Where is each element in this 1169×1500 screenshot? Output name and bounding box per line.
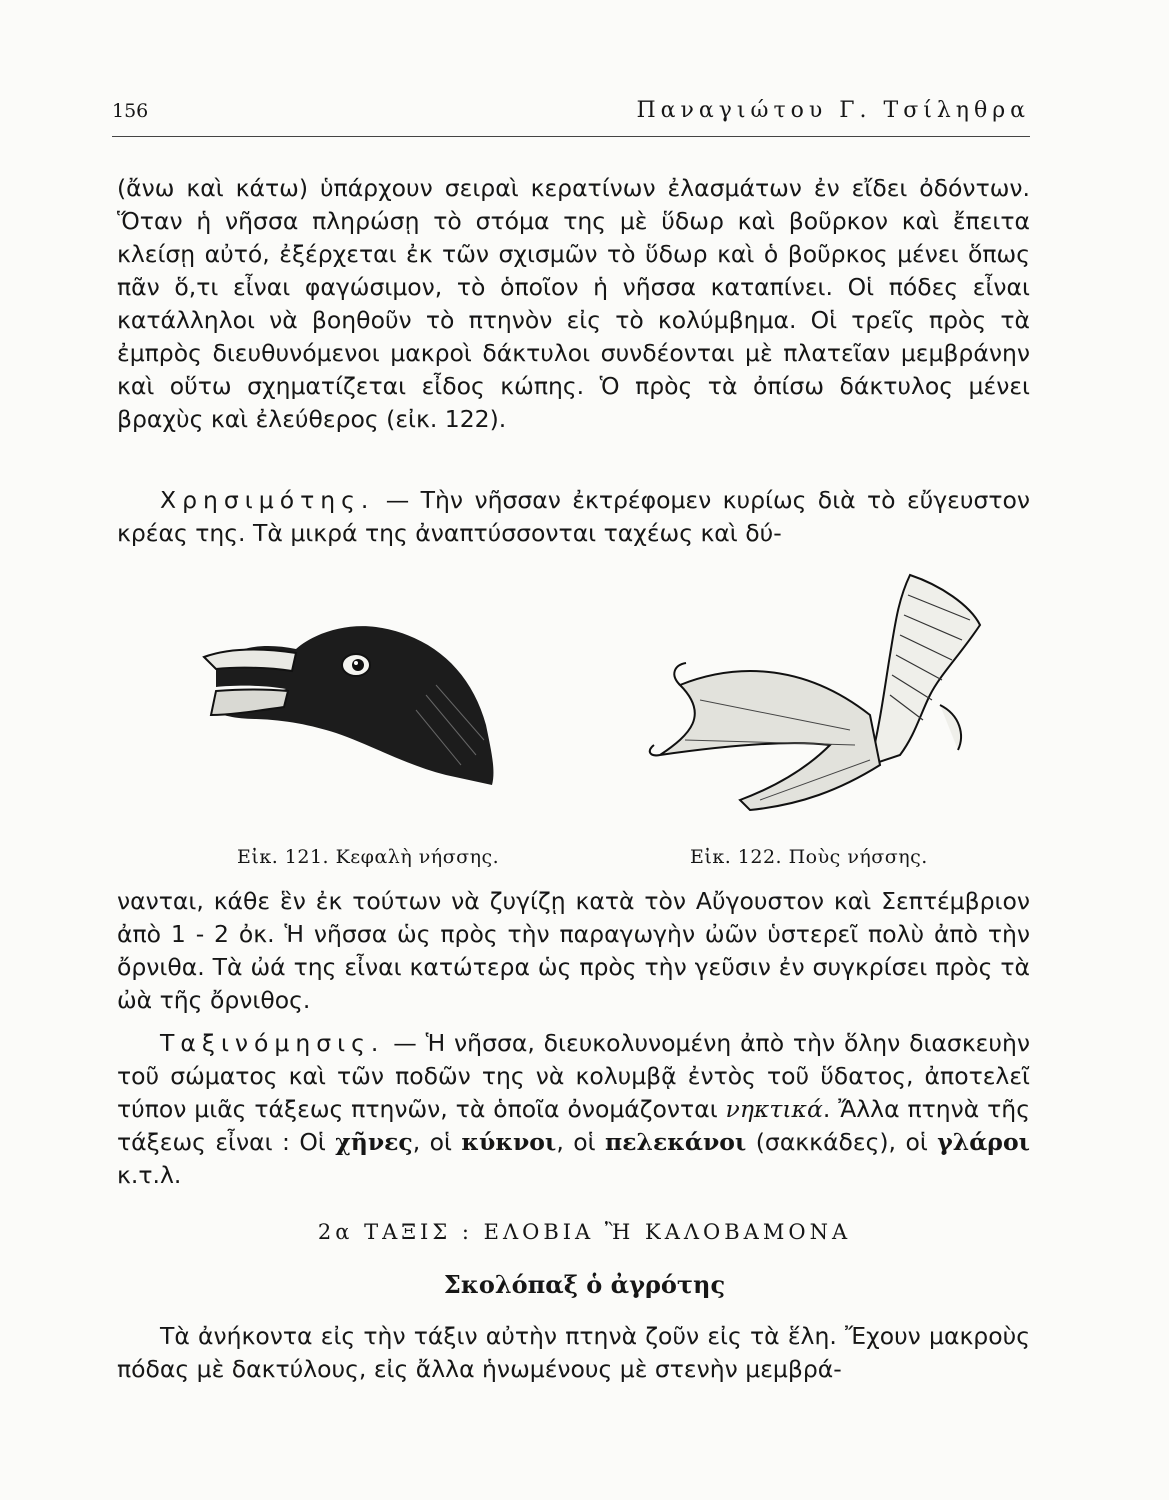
term-geese: χῆνες [335,1128,413,1156]
paragraph-usefulness [117,484,1030,550]
paragraph-classification [117,1027,1030,1192]
species-heading: Σκολόπαξ ὁ ἀγρότης [443,1270,726,1299]
classification-text-c: , οἱ [412,1128,462,1156]
classification-text-b: . Ἄλλα πτηνὰ τῆς τάξεως εἶναι : Οἱ [117,1095,1030,1156]
section-lead-classification: Ταξινόμησις. [160,1029,385,1057]
term-swimming-birds: νηκτικά [725,1095,823,1123]
term-swans: κύκνοι [461,1128,557,1156]
classification-text-d: , οἱ [556,1128,605,1156]
usefulness-text: — Τὴν νῆσσαν ἐκτρέφομεν κυρίως διὰ τὸ εὔγευστον κρέας της. Τὰ μικρά της ἀναπτύσσονται ταχέως καὶ δύ- [117,486,1030,547]
duck-head-illustration [196,615,506,795]
order-heading: 2α ΤΑΞΙΣ : ΕΛΟΒΙΑ Ἢ ΚΑΛΟΒΑΜΟΝΑ [317,1220,852,1244]
page-number: 156 [112,100,149,122]
page-header [112,96,1030,137]
classification-text-e: (σακκάδες), οἱ [746,1128,938,1156]
paragraph-weight-and-eggs: νανται, κάθε ἓν ἐκ τούτων νὰ ζυγίζῃ κατὰ τὸν Αὔγουστον καὶ Σεπτέμβριον ἀπὸ 1 - 2 ὀκ. Ἡ νῆσσα ὡς πρὸς τὴν παραγωγὴν ὠῶν ὑστερεῖ πολὺ ἀπὸ τὴν ὄρνιθα. Τὰ ὠά της εἶναι κατώτερα ὡς πρὸς τὴν γεῦσιν ἐν συγκρίσει πρὸς τὰ ὠὰ τῆς ὄρνιθος. [117,887,1030,1014]
duck-foot-illustration [640,565,990,825]
paragraph-beak-and-feet: (ἄνω καὶ κάτω) ὑπάρχουν σειραὶ κερατίνων ἐλασμάτων ἐν εἴδει ὀδόντων. Ὅταν ἡ νῆσσα πληρώσῃ τὸ στόμα της μὲ ὕδωρ καὶ βοῦρκον καὶ ἔπειτα κλείσῃ αὐτό, ἐξέρχεται ἐκ τῶν σχισμῶν τὸ ὕδωρ καὶ ὁ βοῦρκος μένει ὅπως πᾶν ὅ,τι εἶναι φαγώσιμον, τὸ ὁποῖον ἡ νῆσσα καταπίνει. Οἱ πόδες εἶναι κατάλληλοι νὰ βοηθοῦν τὸ πτηνὸν εἰς τὸ κολύμβημα. Οἱ τρεῖς πρὸς τὰ ἐμπρὸς διευθυνόμενοι μακροὶ δάκτυλοι συνδέονται μὲ πλατεῖαν μεμβράνην καὶ οὕτω σχηματίζεται εἶδος κώπης. Ὁ πρὸς τὰ ὀπίσω δάκτυλος μένει βραχὺς καὶ ἐλεύθερος (εἰκ. 122). [117,174,1030,433]
classification-text-f: κ.τ.λ. [117,1161,182,1189]
paragraph-marsh-birds: Τὰ ἀνήκοντα εἰς τὴν τάξιν αὐτὴν πτηνὰ ζοῦν εἰς τὰ ἕλη. Ἔχουν μακροὺς πόδας μὲ δακτύλους, εἰς ἄλλα ἡνωμένους μὲ στενὴν μεμβρά- [117,1322,1030,1383]
running-head: Παναγιώτου Γ. Τσίληθρα [636,98,1030,123]
term-pelicans: πελεκάνοι [605,1128,747,1156]
section-lead-usefulness: Χρησιμότης. [160,486,375,514]
figure-121-caption: Εἰκ. 121. Κεφαλὴ νήσσης. [237,846,500,868]
figure-122-caption: Εἰκ. 122. Ποὺς νήσσης. [690,846,928,868]
classification-text-a: — Ἡ νῆσσα, διευκολυνομένη ἀπὸ τὴν ὅλην διασκευὴν τοῦ σώματος καὶ τῶν ποδῶν της νὰ κολυμβᾷ ἐντὸς τοῦ ὕδατος, ἀποτελεῖ τύπον μιᾶς τάξεως πτηνῶν, τὰ ὁποῖα ὀνομάζονται [117,1029,1030,1123]
term-gulls: γλάροι [937,1128,1030,1156]
